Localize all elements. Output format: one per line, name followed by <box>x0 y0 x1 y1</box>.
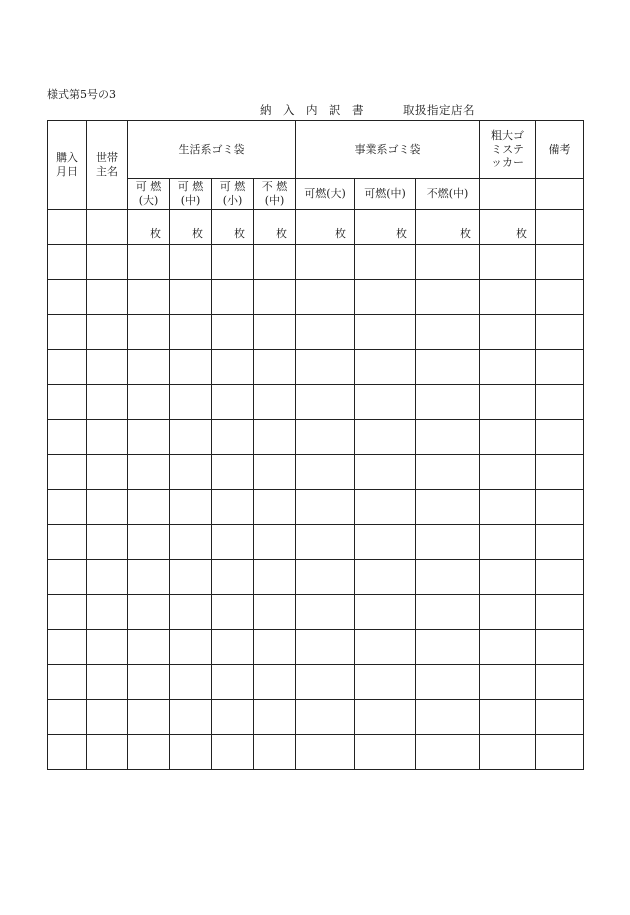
entry-cell[interactable] <box>254 525 296 560</box>
entry-cell[interactable] <box>170 735 212 770</box>
entry-cell[interactable] <box>480 280 536 315</box>
entry-cell[interactable] <box>212 315 254 350</box>
entry-cell[interactable] <box>48 735 87 770</box>
entry-cell[interactable] <box>416 525 480 560</box>
entry-cell[interactable] <box>416 490 480 525</box>
entry-cell[interactable] <box>87 385 128 420</box>
table-row <box>48 455 584 490</box>
entry-cell[interactable] <box>48 385 87 420</box>
entry-cell[interactable] <box>170 385 212 420</box>
unit-cell: 枚 <box>212 210 254 245</box>
entry-cell[interactable] <box>296 525 355 560</box>
entry-cell[interactable] <box>87 735 128 770</box>
household-bags-header: 生活系ゴミ袋 <box>128 121 296 179</box>
entry-cell[interactable] <box>355 700 416 735</box>
entry-cell[interactable] <box>87 280 128 315</box>
entry-cell[interactable] <box>128 560 170 595</box>
entry-cell[interactable] <box>128 385 170 420</box>
entry-cell[interactable] <box>48 700 87 735</box>
entry-cell[interactable] <box>254 245 296 280</box>
entry-cell[interactable] <box>212 525 254 560</box>
entry-cell[interactable] <box>170 560 212 595</box>
entry-cell[interactable] <box>416 630 480 665</box>
entry-cell[interactable] <box>355 280 416 315</box>
entry-cell[interactable] <box>48 665 87 700</box>
entry-cell[interactable] <box>480 560 536 595</box>
entry-cell[interactable] <box>48 315 87 350</box>
entry-cell[interactable] <box>416 595 480 630</box>
purchase-date-header: 購入 月日 <box>48 121 87 210</box>
table-row <box>48 630 584 665</box>
entry-cell[interactable] <box>296 350 355 385</box>
entry-cell[interactable] <box>254 560 296 595</box>
entry-cell[interactable] <box>480 455 536 490</box>
entry-cell[interactable] <box>128 525 170 560</box>
entry-cell[interactable] <box>480 595 536 630</box>
entry-cell[interactable] <box>87 490 128 525</box>
table-row <box>48 315 584 350</box>
entry-cell[interactable] <box>416 350 480 385</box>
entry-cell[interactable] <box>296 280 355 315</box>
entry-cell[interactable] <box>536 665 584 700</box>
business-burnable-medium-header: 可燃(中) <box>355 179 416 210</box>
entry-cell[interactable] <box>536 315 584 350</box>
entry-cell[interactable] <box>212 630 254 665</box>
entry-cell[interactable] <box>170 700 212 735</box>
entry-cell[interactable] <box>296 735 355 770</box>
table-row <box>48 735 584 770</box>
entry-cell[interactable] <box>170 490 212 525</box>
table-row <box>48 595 584 630</box>
entry-cell[interactable] <box>254 490 296 525</box>
entry-cell[interactable] <box>212 560 254 595</box>
entry-cell[interactable] <box>416 735 480 770</box>
entry-cell[interactable] <box>296 455 355 490</box>
entry-cell[interactable] <box>355 350 416 385</box>
entry-cell[interactable] <box>87 245 128 280</box>
entry-cell[interactable] <box>355 560 416 595</box>
table-row <box>48 280 584 315</box>
business-bags-header: 事業系ゴミ袋 <box>296 121 480 179</box>
unit-cell: 枚 <box>170 210 212 245</box>
delivery-breakdown-table <box>47 120 584 770</box>
entry-cell[interactable] <box>128 735 170 770</box>
entry-cell[interactable] <box>170 245 212 280</box>
entry-cell[interactable] <box>480 630 536 665</box>
entry-cell[interactable] <box>416 315 480 350</box>
entry-cell[interactable] <box>170 665 212 700</box>
entry-cell[interactable] <box>536 595 584 630</box>
entry-cell[interactable] <box>536 280 584 315</box>
entry-cell[interactable] <box>170 595 212 630</box>
entry-cell[interactable] <box>355 385 416 420</box>
unit-cell: 枚 <box>296 210 355 245</box>
entry-cell[interactable] <box>416 420 480 455</box>
table-row <box>48 560 584 595</box>
entry-cell[interactable] <box>128 315 170 350</box>
entry-cell[interactable] <box>355 630 416 665</box>
entry-cell[interactable] <box>416 700 480 735</box>
table-row <box>48 385 584 420</box>
remarks-subheader <box>536 179 584 210</box>
entry-cell[interactable] <box>355 455 416 490</box>
unit-cell: 枚 <box>480 210 536 245</box>
entry-cell[interactable] <box>296 245 355 280</box>
form-number: 様式第5号の3 <box>47 88 116 101</box>
entry-cell[interactable] <box>128 595 170 630</box>
entry-cell[interactable] <box>128 245 170 280</box>
entry-cell[interactable] <box>296 595 355 630</box>
entry-cell[interactable] <box>480 735 536 770</box>
entry-cell[interactable] <box>480 420 536 455</box>
entry-cell[interactable] <box>355 665 416 700</box>
entry-cell[interactable] <box>87 595 128 630</box>
entry-cell[interactable] <box>48 245 87 280</box>
table-row <box>48 490 584 525</box>
entry-cell[interactable] <box>480 350 536 385</box>
entry-cell[interactable] <box>480 245 536 280</box>
entry-cell[interactable] <box>480 665 536 700</box>
entry-cell[interactable] <box>355 490 416 525</box>
household-burnable-large-header: 可 燃 (大) <box>128 179 170 210</box>
entry-cell[interactable] <box>536 385 584 420</box>
entry-cell[interactable] <box>48 455 87 490</box>
entry-cell[interactable] <box>254 665 296 700</box>
unit-cell: 枚 <box>355 210 416 245</box>
entry-cell[interactable] <box>212 490 254 525</box>
entry-cell[interactable] <box>48 560 87 595</box>
entry-cell[interactable] <box>254 280 296 315</box>
entry-cell[interactable] <box>536 350 584 385</box>
entry-cell[interactable] <box>536 420 584 455</box>
entry-cell[interactable] <box>416 665 480 700</box>
entry-cell[interactable] <box>536 245 584 280</box>
business-burnable-large-header: 可燃(大) <box>296 179 355 210</box>
entry-cell[interactable] <box>87 630 128 665</box>
entry-cell[interactable] <box>254 385 296 420</box>
entry-cell[interactable] <box>296 700 355 735</box>
entry-cell[interactable] <box>355 595 416 630</box>
entry-cell[interactable] <box>87 420 128 455</box>
entry-cell[interactable] <box>480 315 536 350</box>
entry-cell[interactable] <box>254 350 296 385</box>
entry-cell[interactable] <box>128 665 170 700</box>
entry-cell[interactable] <box>48 490 87 525</box>
entry-cell[interactable] <box>296 315 355 350</box>
entry-cell[interactable] <box>296 490 355 525</box>
entry-cell[interactable] <box>355 420 416 455</box>
entry-cell[interactable] <box>87 560 128 595</box>
unit-cell: 枚 <box>254 210 296 245</box>
entry-cell[interactable] <box>87 665 128 700</box>
entry-cell[interactable] <box>254 595 296 630</box>
entry-cell[interactable] <box>48 280 87 315</box>
entry-cell[interactable] <box>254 735 296 770</box>
entry-cell[interactable] <box>536 455 584 490</box>
bulky-sticker-subheader <box>480 179 536 210</box>
entry-cell[interactable] <box>480 490 536 525</box>
table-row <box>48 420 584 455</box>
entry-cell[interactable] <box>355 525 416 560</box>
entry-cell[interactable] <box>355 245 416 280</box>
entry-cell[interactable] <box>128 490 170 525</box>
entry-cell[interactable] <box>355 735 416 770</box>
entry-cell[interactable] <box>296 665 355 700</box>
entry-cell[interactable] <box>296 385 355 420</box>
table-row <box>48 350 584 385</box>
table-row <box>48 525 584 560</box>
entry-cell[interactable] <box>296 560 355 595</box>
entry-cell[interactable] <box>128 280 170 315</box>
entry-cell[interactable] <box>212 700 254 735</box>
entry-cell[interactable] <box>48 630 87 665</box>
entry-cell[interactable] <box>416 280 480 315</box>
entry-cell[interactable] <box>480 700 536 735</box>
entry-cell[interactable] <box>87 315 128 350</box>
entry-cell[interactable] <box>48 420 87 455</box>
entry-cell[interactable] <box>212 245 254 280</box>
entry-cell[interactable] <box>48 350 87 385</box>
entry-cell[interactable] <box>536 630 584 665</box>
entry-cell[interactable] <box>87 525 128 560</box>
unit-row-date-cell <box>48 210 87 245</box>
unit-row-remarks-cell <box>536 210 584 245</box>
unit-cell: 枚 <box>128 210 170 245</box>
entry-cell[interactable] <box>212 735 254 770</box>
remarks-header: 備考 <box>536 121 584 179</box>
household-head-header: 世帯 主名 <box>87 121 128 210</box>
header-row-primary <box>48 121 584 179</box>
entry-cell[interactable] <box>254 630 296 665</box>
entry-cell[interactable] <box>170 280 212 315</box>
entry-cell[interactable] <box>212 280 254 315</box>
document-title: 納 入 内 訳 書 <box>260 103 364 117</box>
table-row <box>48 665 584 700</box>
entry-cell[interactable] <box>355 315 416 350</box>
entry-cell[interactable] <box>212 385 254 420</box>
business-nonburnable-medium-header: 不燃(中) <box>416 179 480 210</box>
entry-cell[interactable] <box>128 455 170 490</box>
entry-cell[interactable] <box>536 490 584 525</box>
entry-cell[interactable] <box>212 350 254 385</box>
table-row <box>48 245 584 280</box>
entry-cell[interactable] <box>254 455 296 490</box>
entry-cell[interactable] <box>536 735 584 770</box>
entry-cell[interactable] <box>48 595 87 630</box>
entry-cell[interactable] <box>128 700 170 735</box>
unit-cell: 枚 <box>416 210 480 245</box>
entry-cell[interactable] <box>480 525 536 560</box>
bulky-sticker-header: 粗大ゴ ミステ ッカー <box>480 121 536 179</box>
entry-cell[interactable] <box>254 315 296 350</box>
household-nonburnable-medium-header: 不 燃 (中) <box>254 179 296 210</box>
entry-cell[interactable] <box>170 350 212 385</box>
entry-cell[interactable] <box>254 700 296 735</box>
entry-cell[interactable] <box>87 700 128 735</box>
entry-cell[interactable] <box>128 350 170 385</box>
entry-cell[interactable] <box>170 420 212 455</box>
entry-cell[interactable] <box>254 420 296 455</box>
entry-cell[interactable] <box>128 630 170 665</box>
entry-cell[interactable] <box>128 420 170 455</box>
entry-cell[interactable] <box>416 245 480 280</box>
entry-cell[interactable] <box>536 525 584 560</box>
household-burnable-medium-header: 可 燃 (中) <box>170 179 212 210</box>
entry-cell[interactable] <box>536 560 584 595</box>
household-burnable-small-header: 可 燃 (小) <box>212 179 254 210</box>
entry-cell[interactable] <box>296 420 355 455</box>
entry-cell[interactable] <box>170 455 212 490</box>
table-row <box>48 700 584 735</box>
entry-cell[interactable] <box>170 630 212 665</box>
entry-cell[interactable] <box>170 525 212 560</box>
entry-cell[interactable] <box>416 560 480 595</box>
entry-cell[interactable] <box>212 595 254 630</box>
entry-cell[interactable] <box>170 315 212 350</box>
store-name-label: 取扱指定店名 <box>403 103 475 117</box>
entry-cell[interactable] <box>87 455 128 490</box>
header-row-secondary <box>48 179 584 210</box>
entry-cell[interactable] <box>536 700 584 735</box>
entry-cell[interactable] <box>212 455 254 490</box>
entry-cell[interactable] <box>212 420 254 455</box>
entry-cell[interactable] <box>416 455 480 490</box>
document-header <box>0 102 630 118</box>
entry-cell[interactable] <box>212 665 254 700</box>
entry-cell[interactable] <box>87 350 128 385</box>
entry-cell[interactable] <box>480 385 536 420</box>
unit-row-name-cell <box>87 210 128 245</box>
unit-row <box>48 210 584 245</box>
entry-cell[interactable] <box>48 525 87 560</box>
entry-cell[interactable] <box>416 385 480 420</box>
entry-cell[interactable] <box>296 630 355 665</box>
